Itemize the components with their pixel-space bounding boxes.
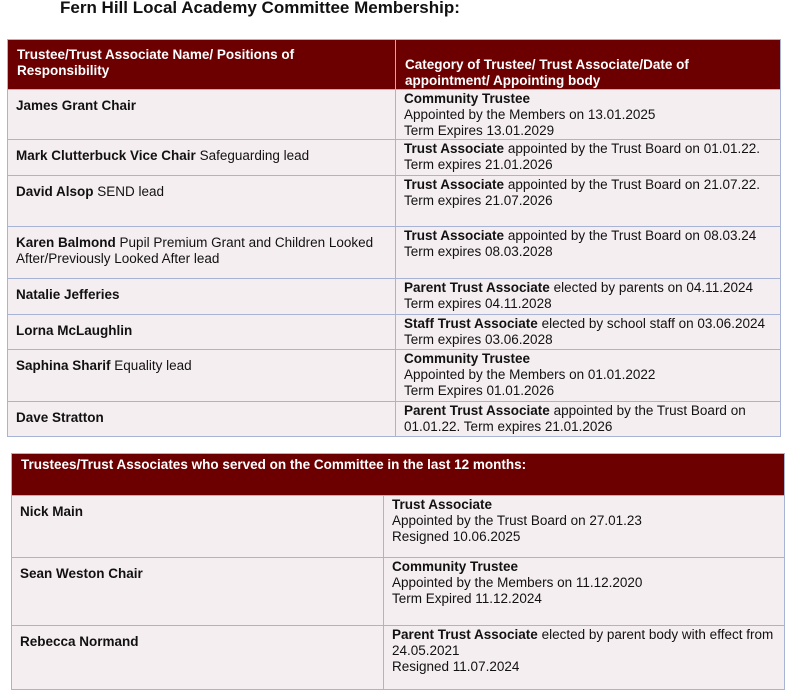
category-detail: elected by school staff on 03.06.2024 Term expires 03.06.2028: [404, 316, 765, 347]
table-row: [8, 140, 781, 176]
member-name-cell: [8, 90, 396, 140]
category-cell: [384, 558, 785, 626]
member-name: Dave Stratton: [16, 410, 104, 425]
table-row: [8, 227, 781, 279]
page-title: Fern Hill Local Academy Committee Membership:: [60, 0, 460, 17]
member-name: David Alsop: [16, 184, 94, 199]
table-row: [8, 279, 781, 315]
table-row: [8, 90, 781, 140]
table-row: [8, 315, 781, 350]
category-cell: [396, 90, 781, 140]
past-members-header: Trustees/Trust Associates who served on the Committee in the last 12 months:: [12, 454, 785, 496]
member-name-cell: [8, 350, 396, 402]
category-cell: [396, 176, 781, 227]
member-name: Saphina Sharif: [16, 358, 111, 373]
table-header-row: [8, 40, 781, 90]
member-category: Trust Associate: [404, 177, 505, 192]
category-cell: [396, 350, 781, 402]
category-column-header: Category of Trustee/ Trust Associate/Date of appointment/ Appointing body: [396, 40, 781, 90]
member-role: Safeguarding lead: [199, 148, 310, 163]
member-name: Lorna McLaughlin: [16, 323, 133, 338]
detail-line: Appointed by the Members on 01.01.2022: [404, 367, 656, 382]
member-name-cell: [8, 279, 396, 315]
table-row: [8, 402, 781, 437]
member-name-cell: [8, 315, 396, 350]
category-detail: elected by parent body with effect from 24.05.2021: [392, 627, 774, 658]
member-name: Sean Weston Chair: [20, 566, 143, 581]
member-role: Pupil Premium Grant and Children Looked After/Previously Looked After lead: [16, 235, 374, 266]
member-name-cell: [8, 140, 396, 176]
table-row: [8, 176, 781, 227]
category-cell: [396, 315, 781, 350]
detail-line: Resigned 11.07.2024: [392, 659, 520, 674]
detail-line: Term Expires 01.01.2026: [404, 383, 555, 398]
table-row: [12, 496, 785, 558]
detail-line: Appointed by the Trust Board on 27.01.23: [392, 513, 642, 528]
member-name-cell: [12, 496, 384, 558]
category-cell: [396, 279, 781, 315]
category-detail: appointed by the Trust Board on 08.03.24 Term expires 08.03.2028: [404, 228, 757, 259]
member-category: Staff Trust Associate: [404, 316, 538, 331]
member-name-cell: [8, 402, 396, 437]
member-name-cell: [12, 626, 384, 690]
member-role: SEND lead: [97, 184, 165, 199]
category-cell: [396, 227, 781, 279]
member-name-cell: [12, 558, 384, 626]
table-row: [8, 350, 781, 402]
category-cell: [396, 402, 781, 437]
committee-membership-table: [7, 39, 781, 437]
member-category: Trust Associate: [392, 497, 493, 512]
category-detail: appointed by the Trust Board on 21.07.22. Term expires 21.07.2026: [404, 177, 760, 208]
table-header-row: [12, 454, 785, 496]
detail-line: Appointed by the Members on 11.12.2020: [392, 575, 643, 590]
detail-line: Term Expires 13.01.2029: [404, 123, 555, 138]
member-category: Trust Associate: [404, 228, 505, 243]
detail-line: Resigned 10.06.2025: [392, 529, 521, 544]
detail-line: Term Expired 11.12.2024: [392, 591, 542, 606]
category-cell: [384, 626, 785, 690]
category-detail: appointed by the Trust Board on 01.01.22. Term expires 21.01.2026: [404, 141, 760, 172]
member-name: Nick Main: [20, 504, 84, 519]
member-category: Community Trustee: [392, 559, 519, 574]
member-name-cell: [8, 227, 396, 279]
member-category: Trust Associate: [404, 141, 505, 156]
member-name-cell: [8, 176, 396, 227]
table-row: [12, 558, 785, 626]
table-row: [12, 626, 785, 690]
member-category: Parent Trust Associate: [404, 280, 550, 295]
member-name: Karen Balmond: [16, 235, 116, 250]
member-category: Community Trustee: [404, 351, 531, 366]
member-category: Parent Trust Associate: [404, 403, 550, 418]
member-category: Parent Trust Associate: [392, 627, 538, 642]
member-name: Natalie Jefferies: [16, 287, 120, 302]
member-name: Rebecca Normand: [20, 634, 139, 649]
detail-line: Appointed by the Members on 13.01.2025: [404, 107, 656, 122]
name-column-header: Trustee/Trust Associate Name/ Positions of Responsibility: [8, 40, 396, 90]
member-name: James Grant Chair: [16, 98, 137, 113]
past-members-table: [11, 453, 785, 690]
member-role: Equality lead: [114, 358, 192, 373]
member-name: Mark Clutterbuck Vice Chair: [16, 148, 196, 163]
category-detail: elected by parents on 04.11.2024 Term expires 04.11.2028: [404, 280, 753, 311]
member-category: Community Trustee: [404, 91, 531, 106]
category-cell: [384, 496, 785, 558]
category-detail: appointed by the Trust Board on 01.01.22. Term expires 21.01.2026: [404, 403, 746, 434]
category-cell: [396, 140, 781, 176]
